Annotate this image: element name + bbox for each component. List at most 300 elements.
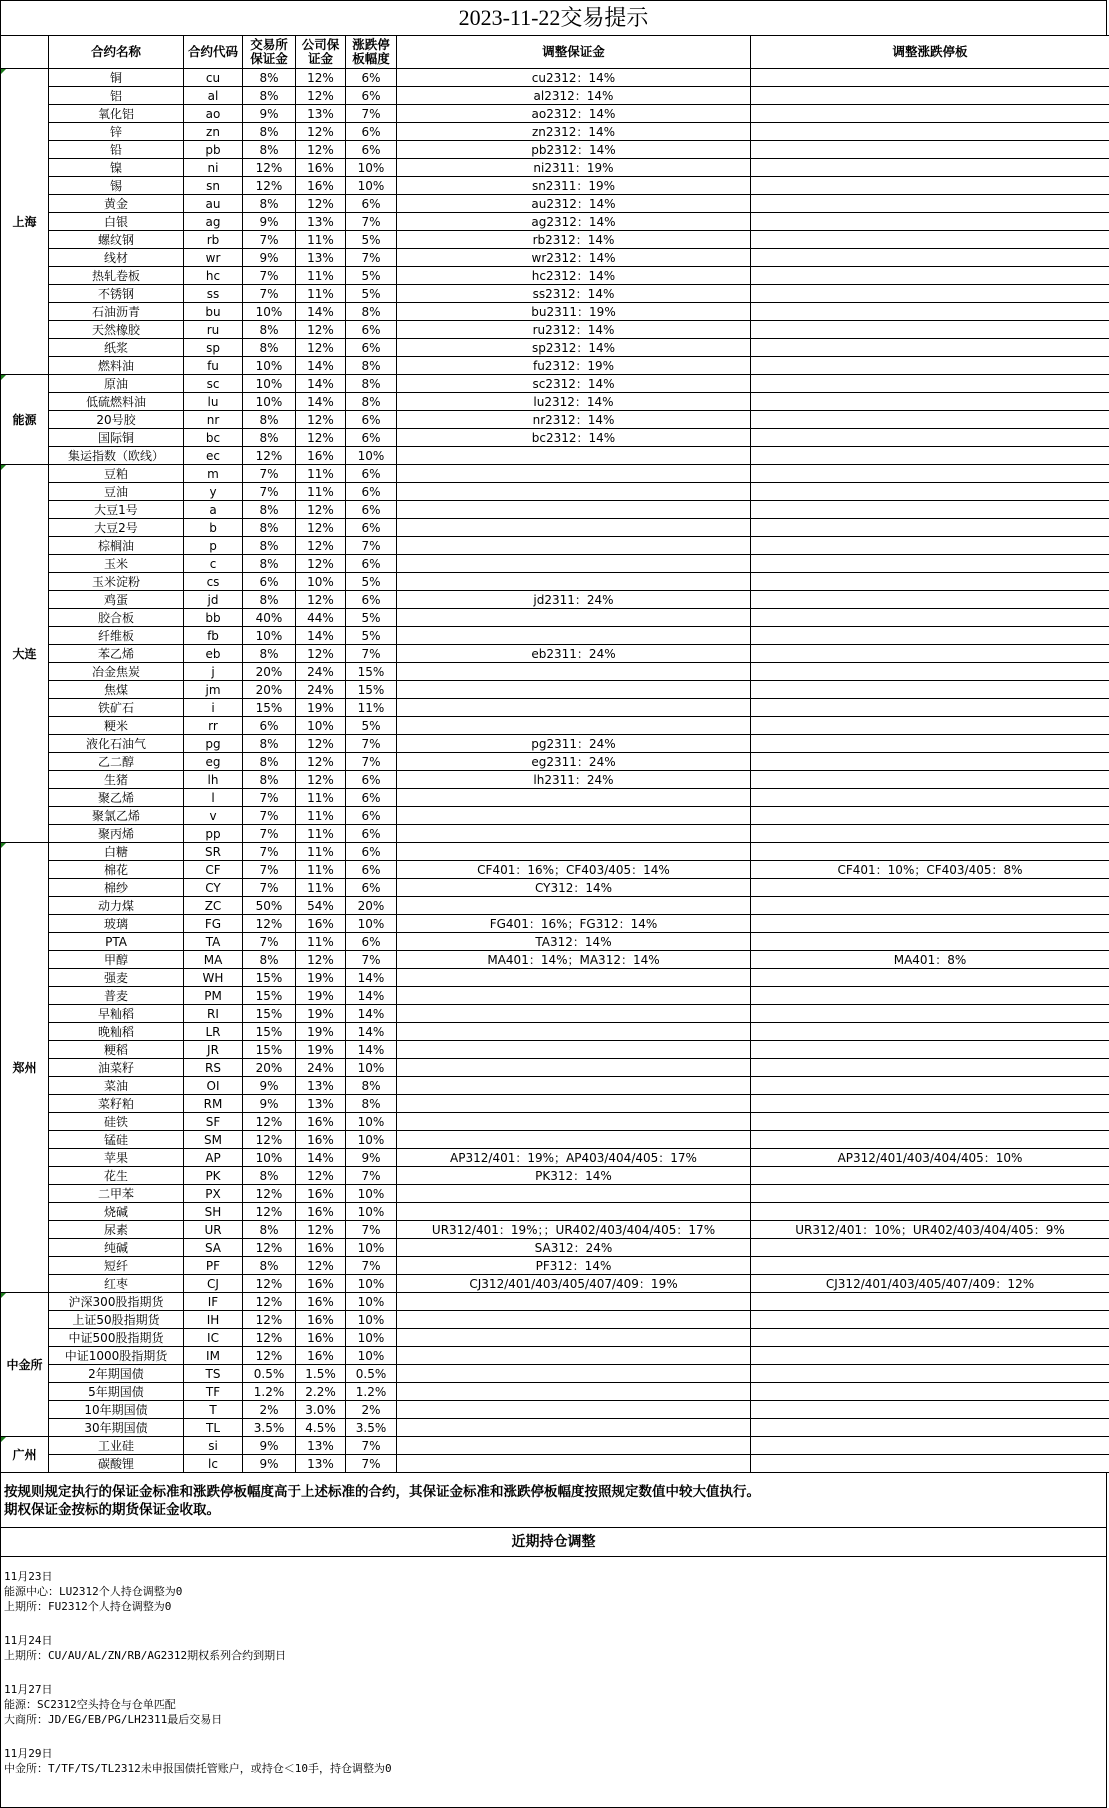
- contract-name-cell: 棉花: [49, 861, 184, 879]
- adjusted-limit-cell: [751, 915, 1109, 933]
- position-date: 11月24日: [4, 1633, 1103, 1648]
- company-margin-cell: 13%: [296, 105, 346, 123]
- contract-code-cell: sn: [184, 177, 243, 195]
- contract-name-cell: 天然橡胶: [49, 321, 184, 339]
- table-row: [1, 303, 1109, 321]
- limit-range-cell: 20%: [346, 897, 397, 915]
- company-margin-cell: 11%: [296, 465, 346, 483]
- adjusted-limit-cell: [751, 195, 1109, 213]
- table-row: [1, 591, 1109, 609]
- company-margin-cell: 12%: [296, 501, 346, 519]
- exchange-margin-cell: 7%: [243, 465, 296, 483]
- table-row: [1, 1077, 1109, 1095]
- exchange-margin-cell: 15%: [243, 1023, 296, 1041]
- limit-range-cell: 3.5%: [346, 1419, 397, 1437]
- exchange-margin-cell: 9%: [243, 1077, 296, 1095]
- contract-name-cell: 聚丙烯: [49, 825, 184, 843]
- adjusted-limit-cell: [751, 933, 1109, 951]
- exchange-margin-cell: 9%: [243, 213, 296, 231]
- company-margin-cell: 12%: [296, 753, 346, 771]
- contract-code-cell: lc: [184, 1455, 243, 1473]
- exchange-margin-cell: 9%: [243, 249, 296, 267]
- adjusted-limit-cell: [751, 321, 1109, 339]
- table-row: [1, 483, 1109, 501]
- contract-code-cell: eb: [184, 645, 243, 663]
- contract-name-cell: 菜油: [49, 1077, 184, 1095]
- table-row: [1, 1239, 1109, 1257]
- contract-code-cell: pb: [184, 141, 243, 159]
- company-margin-cell: 44%: [296, 609, 346, 627]
- contract-name-cell: 纯碱: [49, 1239, 184, 1257]
- table-row: [1, 825, 1109, 843]
- company-margin-cell: 13%: [296, 1455, 346, 1473]
- adjusted-limit-cell: [751, 1203, 1109, 1221]
- contract-name-cell: 玻璃: [49, 915, 184, 933]
- table-row: [1, 627, 1109, 645]
- adjusted-limit-cell: [751, 879, 1109, 897]
- contract-name-cell: 冶金焦炭: [49, 663, 184, 681]
- limit-range-cell: 6%: [346, 339, 397, 357]
- company-margin-cell: 16%: [296, 1185, 346, 1203]
- contract-code-cell: IF: [184, 1293, 243, 1311]
- company-margin-cell: 12%: [296, 411, 346, 429]
- limit-range-cell: 7%: [346, 1257, 397, 1275]
- contract-code-cell: ss: [184, 285, 243, 303]
- contract-name-cell: 聚氯乙烯: [49, 807, 184, 825]
- contract-name-cell: 花生: [49, 1167, 184, 1185]
- table-row: [1, 141, 1109, 159]
- company-margin-cell: 13%: [296, 1077, 346, 1095]
- position-section-title: 近期持仓调整: [0, 1528, 1107, 1557]
- table-row: [1, 195, 1109, 213]
- contract-name-cell: 棕榈油: [49, 537, 184, 555]
- contract-code-cell: SH: [184, 1203, 243, 1221]
- limit-range-cell: 15%: [346, 681, 397, 699]
- contract-name-cell: PTA: [49, 933, 184, 951]
- contract-name-cell: 低硫燃料油: [49, 393, 184, 411]
- company-margin-cell: 19%: [296, 1041, 346, 1059]
- contract-code-cell: SA: [184, 1239, 243, 1257]
- company-margin-cell: 16%: [296, 177, 346, 195]
- exchange-margin-cell: 12%: [243, 1311, 296, 1329]
- table-row: [1, 1275, 1109, 1293]
- contract-name-cell: 粳稻: [49, 1041, 184, 1059]
- adjusted-limit-cell: CJ312/401/403/405/407/409：12%: [751, 1275, 1109, 1293]
- position-block: [4, 1633, 1103, 1663]
- adjusted-limit-cell: [751, 843, 1109, 861]
- contract-name-cell: 生猪: [49, 771, 184, 789]
- exchange-margin-cell: 12%: [243, 1347, 296, 1365]
- adjusted-limit-cell: [751, 1113, 1109, 1131]
- contract-code-cell: c: [184, 555, 243, 573]
- limit-range-cell: 5%: [346, 573, 397, 591]
- company-margin-cell: 12%: [296, 591, 346, 609]
- contract-name-cell: 铝: [49, 87, 184, 105]
- adjusted-margin-cell: bc2312：14%: [397, 429, 751, 447]
- table-row: [1, 1311, 1109, 1329]
- table-row: [1, 717, 1109, 735]
- table-row: [1, 987, 1109, 1005]
- contract-name-cell: 豆油: [49, 483, 184, 501]
- limit-range-cell: 10%: [346, 1203, 397, 1221]
- adjusted-limit-cell: [751, 681, 1109, 699]
- contract-name-cell: 乙二醇: [49, 753, 184, 771]
- contract-code-cell: rr: [184, 717, 243, 735]
- company-margin-cell: 12%: [296, 1221, 346, 1239]
- adjusted-limit-cell: [751, 141, 1109, 159]
- contract-code-cell: PM: [184, 987, 243, 1005]
- adjusted-margin-cell: SA312：24%: [397, 1239, 751, 1257]
- contract-code-cell: p: [184, 537, 243, 555]
- note-line: 期权保证金按标的期货保证金收取。: [4, 1501, 1103, 1519]
- table-row: [1, 843, 1109, 861]
- limit-range-cell: 7%: [346, 951, 397, 969]
- exchange-margin-cell: 8%: [243, 555, 296, 573]
- contract-name-cell: 工业硅: [49, 1437, 184, 1455]
- exchange-margin-cell: 7%: [243, 843, 296, 861]
- adjusted-margin-cell: [397, 501, 751, 519]
- adjusted-margin-cell: sc2312：14%: [397, 375, 751, 393]
- header-exchange: [1, 36, 49, 69]
- adjusted-limit-cell: [751, 393, 1109, 411]
- company-margin-cell: 12%: [296, 537, 346, 555]
- exchange-margin-cell: 9%: [243, 1095, 296, 1113]
- adjusted-margin-cell: AP312/401：19%；AP403/404/405：17%: [397, 1149, 751, 1167]
- contract-name-cell: 锌: [49, 123, 184, 141]
- adjusted-margin-cell: [397, 843, 751, 861]
- table-row: [1, 465, 1109, 483]
- adjusted-limit-cell: [751, 735, 1109, 753]
- exchange-margin-cell: 12%: [243, 447, 296, 465]
- contract-code-cell: a: [184, 501, 243, 519]
- company-margin-cell: 11%: [296, 861, 346, 879]
- contract-name-cell: 甲醇: [49, 951, 184, 969]
- table-row: [1, 897, 1109, 915]
- limit-range-cell: 6%: [346, 321, 397, 339]
- company-margin-cell: 19%: [296, 1023, 346, 1041]
- limit-range-cell: 7%: [346, 735, 397, 753]
- table-row: [1, 1293, 1109, 1311]
- company-margin-cell: 12%: [296, 555, 346, 573]
- company-margin-cell: 16%: [296, 1347, 346, 1365]
- exchange-margin-cell: 12%: [243, 1203, 296, 1221]
- limit-range-cell: 15%: [346, 663, 397, 681]
- adjusted-margin-cell: fu2312：19%: [397, 357, 751, 375]
- contract-name-cell: 聚乙烯: [49, 789, 184, 807]
- table-row: [1, 87, 1109, 105]
- table-row: [1, 1257, 1109, 1275]
- adjusted-margin-cell: CJ312/401/403/405/407/409：19%: [397, 1275, 751, 1293]
- exchange-margin-cell: 2%: [243, 1401, 296, 1419]
- limit-range-cell: 5%: [346, 285, 397, 303]
- adjusted-limit-cell: CF401：10%；CF403/405：8%: [751, 861, 1109, 879]
- company-margin-cell: 16%: [296, 1239, 346, 1257]
- contract-code-cell: ni: [184, 159, 243, 177]
- contract-code-cell: IH: [184, 1311, 243, 1329]
- contract-code-cell: lu: [184, 393, 243, 411]
- table-row: [1, 573, 1109, 591]
- adjusted-margin-cell: PK312：14%: [397, 1167, 751, 1185]
- contract-name-cell: 尿素: [49, 1221, 184, 1239]
- contract-code-cell: bc: [184, 429, 243, 447]
- adjusted-margin-cell: [397, 627, 751, 645]
- table-row: [1, 1113, 1109, 1131]
- adjusted-limit-cell: [751, 519, 1109, 537]
- contract-name-cell: 10年期国债: [49, 1401, 184, 1419]
- adjusted-limit-cell: [751, 1347, 1109, 1365]
- company-margin-cell: 12%: [296, 321, 346, 339]
- table-row: [1, 663, 1109, 681]
- contract-code-cell: RI: [184, 1005, 243, 1023]
- exchange-margin-cell: 7%: [243, 879, 296, 897]
- contract-name-cell: 国际铜: [49, 429, 184, 447]
- contract-code-cell: IM: [184, 1347, 243, 1365]
- contract-code-cell: sc: [184, 375, 243, 393]
- company-margin-cell: 13%: [296, 1095, 346, 1113]
- table-row: [1, 501, 1109, 519]
- exchange-margin-cell: 7%: [243, 825, 296, 843]
- adjusted-margin-cell: [397, 465, 751, 483]
- position-line: 能源中心：LU2312个人持仓调整为0: [4, 1584, 1103, 1599]
- adjusted-margin-cell: [397, 555, 751, 573]
- adjusted-margin-cell: [397, 1401, 751, 1419]
- contract-name-cell: 碳酸锂: [49, 1455, 184, 1473]
- adjusted-margin-cell: [397, 1005, 751, 1023]
- company-margin-cell: 19%: [296, 1005, 346, 1023]
- position-date: 11月27日: [4, 1682, 1103, 1697]
- adjusted-limit-cell: [751, 1023, 1109, 1041]
- exchange-margin-cell: 15%: [243, 1005, 296, 1023]
- table-row: [1, 159, 1109, 177]
- company-margin-cell: 16%: [296, 159, 346, 177]
- company-margin-cell: 16%: [296, 1131, 346, 1149]
- header-contract-code: 合约代码: [184, 36, 243, 69]
- contract-code-cell: SR: [184, 843, 243, 861]
- exchange-margin-cell: 15%: [243, 987, 296, 1005]
- exchange-margin-cell: 8%: [243, 87, 296, 105]
- table-row: [1, 321, 1109, 339]
- table-row: [1, 1203, 1109, 1221]
- company-margin-cell: 11%: [296, 807, 346, 825]
- contract-code-cell: ao: [184, 105, 243, 123]
- limit-range-cell: 6%: [346, 411, 397, 429]
- adjusted-margin-cell: [397, 609, 751, 627]
- table-row: [1, 753, 1109, 771]
- limit-range-cell: 7%: [346, 645, 397, 663]
- adjusted-margin-cell: zn2312：14%: [397, 123, 751, 141]
- adjusted-margin-cell: nr2312：14%: [397, 411, 751, 429]
- contract-name-cell: 动力煤: [49, 897, 184, 915]
- adjusted-margin-cell: [397, 1419, 751, 1437]
- header-adjusted-limit: 调整涨跌停板: [751, 36, 1109, 69]
- limit-range-cell: 6%: [346, 591, 397, 609]
- limit-range-cell: 8%: [346, 357, 397, 375]
- limit-range-cell: 6%: [346, 69, 397, 87]
- limit-range-cell: 8%: [346, 1095, 397, 1113]
- adjusted-margin-cell: bu2311：19%: [397, 303, 751, 321]
- margin-table: [0, 35, 1109, 1473]
- limit-range-cell: 7%: [346, 753, 397, 771]
- table-row: [1, 213, 1109, 231]
- adjusted-margin-cell: [397, 1185, 751, 1203]
- company-margin-cell: 12%: [296, 735, 346, 753]
- table-row: [1, 861, 1109, 879]
- company-margin-cell: 16%: [296, 1293, 346, 1311]
- company-margin-cell: 14%: [296, 357, 346, 375]
- company-margin-cell: 14%: [296, 393, 346, 411]
- company-margin-cell: 11%: [296, 789, 346, 807]
- table-row: [1, 105, 1109, 123]
- contract-name-cell: 沪深300股指期货: [49, 1293, 184, 1311]
- contract-code-cell: SF: [184, 1113, 243, 1131]
- contract-code-cell: LR: [184, 1023, 243, 1041]
- adjusted-margin-cell: lu2312：14%: [397, 393, 751, 411]
- contract-name-cell: 豆粕: [49, 465, 184, 483]
- table-row: [1, 339, 1109, 357]
- limit-range-cell: 6%: [346, 861, 397, 879]
- contract-name-cell: 苯乙烯: [49, 645, 184, 663]
- company-margin-cell: 12%: [296, 951, 346, 969]
- exchange-margin-cell: 7%: [243, 285, 296, 303]
- table-row: [1, 123, 1109, 141]
- adjusted-limit-cell: [751, 429, 1109, 447]
- contract-name-cell: 白糖: [49, 843, 184, 861]
- adjusted-limit-cell: [751, 483, 1109, 501]
- exchange-margin-cell: 8%: [243, 321, 296, 339]
- contract-name-cell: 原油: [49, 375, 184, 393]
- limit-range-cell: 11%: [346, 699, 397, 717]
- contract-code-cell: al: [184, 87, 243, 105]
- adjusted-limit-cell: [751, 1329, 1109, 1347]
- exchange-margin-cell: 8%: [243, 735, 296, 753]
- adjusted-margin-cell: [397, 969, 751, 987]
- exchange-margin-cell: 10%: [243, 393, 296, 411]
- contract-name-cell: 铅: [49, 141, 184, 159]
- table-row: [1, 1365, 1109, 1383]
- company-margin-cell: 4.5%: [296, 1419, 346, 1437]
- limit-range-cell: 10%: [346, 1131, 397, 1149]
- adjusted-margin-cell: ao2312：14%: [397, 105, 751, 123]
- contract-code-cell: fb: [184, 627, 243, 645]
- position-block: [4, 1682, 1103, 1727]
- contract-code-cell: nr: [184, 411, 243, 429]
- contract-code-cell: CJ: [184, 1275, 243, 1293]
- limit-range-cell: 14%: [346, 1005, 397, 1023]
- adjusted-margin-cell: ss2312：14%: [397, 285, 751, 303]
- table-row: [1, 1131, 1109, 1149]
- header-adjusted-margin: 调整保证金: [397, 36, 751, 69]
- table-row: [1, 879, 1109, 897]
- adjusted-margin-cell: [397, 1131, 751, 1149]
- contract-name-cell: 玉米: [49, 555, 184, 573]
- header-contract-name: 合约名称: [49, 36, 184, 69]
- adjusted-limit-cell: [751, 447, 1109, 465]
- limit-range-cell: 7%: [346, 105, 397, 123]
- contract-code-cell: RS: [184, 1059, 243, 1077]
- limit-range-cell: 6%: [346, 933, 397, 951]
- limit-range-cell: 7%: [346, 1455, 397, 1473]
- contract-code-cell: PF: [184, 1257, 243, 1275]
- adjusted-margin-cell: [397, 1023, 751, 1041]
- adjusted-limit-cell: [751, 1365, 1109, 1383]
- adjusted-limit-cell: [751, 609, 1109, 627]
- contract-name-cell: 镍: [49, 159, 184, 177]
- adjusted-limit-cell: UR312/401：10%；UR402/403/404/405：9%: [751, 1221, 1109, 1239]
- header-company-margin: 公司保证金: [296, 36, 346, 69]
- contract-name-cell: 螺纹钢: [49, 231, 184, 249]
- contract-name-cell: 纸浆: [49, 339, 184, 357]
- position-line: 大商所：JD/EG/EB/PG/LH2311最后交易日: [4, 1712, 1103, 1727]
- contract-name-cell: 集运指数（欧线）: [49, 447, 184, 465]
- adjusted-margin-cell: al2312：14%: [397, 87, 751, 105]
- company-margin-cell: 2.2%: [296, 1383, 346, 1401]
- exchange-margin-cell: 8%: [243, 411, 296, 429]
- adjusted-limit-cell: [751, 1185, 1109, 1203]
- limit-range-cell: 10%: [346, 1275, 397, 1293]
- adjusted-margin-cell: [397, 1437, 751, 1455]
- company-margin-cell: 12%: [296, 429, 346, 447]
- company-margin-cell: 11%: [296, 267, 346, 285]
- exchange-margin-cell: 0.5%: [243, 1365, 296, 1383]
- adjusted-margin-cell: [397, 1203, 751, 1221]
- table-row: [1, 411, 1109, 429]
- adjusted-margin-cell: [397, 1041, 751, 1059]
- adjusted-limit-cell: [751, 123, 1109, 141]
- limit-range-cell: 6%: [346, 807, 397, 825]
- contract-code-cell: v: [184, 807, 243, 825]
- contract-code-cell: i: [184, 699, 243, 717]
- company-margin-cell: 12%: [296, 141, 346, 159]
- limit-range-cell: 10%: [346, 1059, 397, 1077]
- exchange-margin-cell: 15%: [243, 969, 296, 987]
- company-margin-cell: 10%: [296, 717, 346, 735]
- adjusted-margin-cell: CF401：16%；CF403/405：14%: [397, 861, 751, 879]
- adjusted-margin-cell: PF312：14%: [397, 1257, 751, 1275]
- table-row: [1, 1023, 1109, 1041]
- contract-code-cell: rb: [184, 231, 243, 249]
- adjusted-margin-cell: [397, 1095, 751, 1113]
- exchange-margin-cell: 8%: [243, 1257, 296, 1275]
- contract-name-cell: 棉纱: [49, 879, 184, 897]
- adjusted-limit-cell: [751, 1311, 1109, 1329]
- contract-code-cell: TF: [184, 1383, 243, 1401]
- adjusted-limit-cell: [751, 1437, 1109, 1455]
- exchange-cell: 能源: [1, 375, 49, 465]
- exchange-margin-cell: 10%: [243, 303, 296, 321]
- company-margin-cell: 11%: [296, 825, 346, 843]
- adjusted-limit-cell: [751, 87, 1109, 105]
- table-row: [1, 735, 1109, 753]
- company-margin-cell: 12%: [296, 123, 346, 141]
- table-row: [1, 1095, 1109, 1113]
- contract-code-cell: eg: [184, 753, 243, 771]
- limit-range-cell: 10%: [346, 915, 397, 933]
- table-row: [1, 1437, 1109, 1455]
- company-margin-cell: 14%: [296, 303, 346, 321]
- limit-range-cell: 5%: [346, 231, 397, 249]
- table-row: [1, 699, 1109, 717]
- exchange-margin-cell: 8%: [243, 429, 296, 447]
- exchange-margin-cell: 3.5%: [243, 1419, 296, 1437]
- table-row: [1, 1347, 1109, 1365]
- limit-range-cell: 8%: [346, 393, 397, 411]
- contract-code-cell: j: [184, 663, 243, 681]
- exchange-margin-cell: 12%: [243, 915, 296, 933]
- exchange-margin-cell: 9%: [243, 1437, 296, 1455]
- limit-range-cell: 5%: [346, 717, 397, 735]
- exchange-margin-cell: 7%: [243, 861, 296, 879]
- adjusted-limit-cell: [751, 339, 1109, 357]
